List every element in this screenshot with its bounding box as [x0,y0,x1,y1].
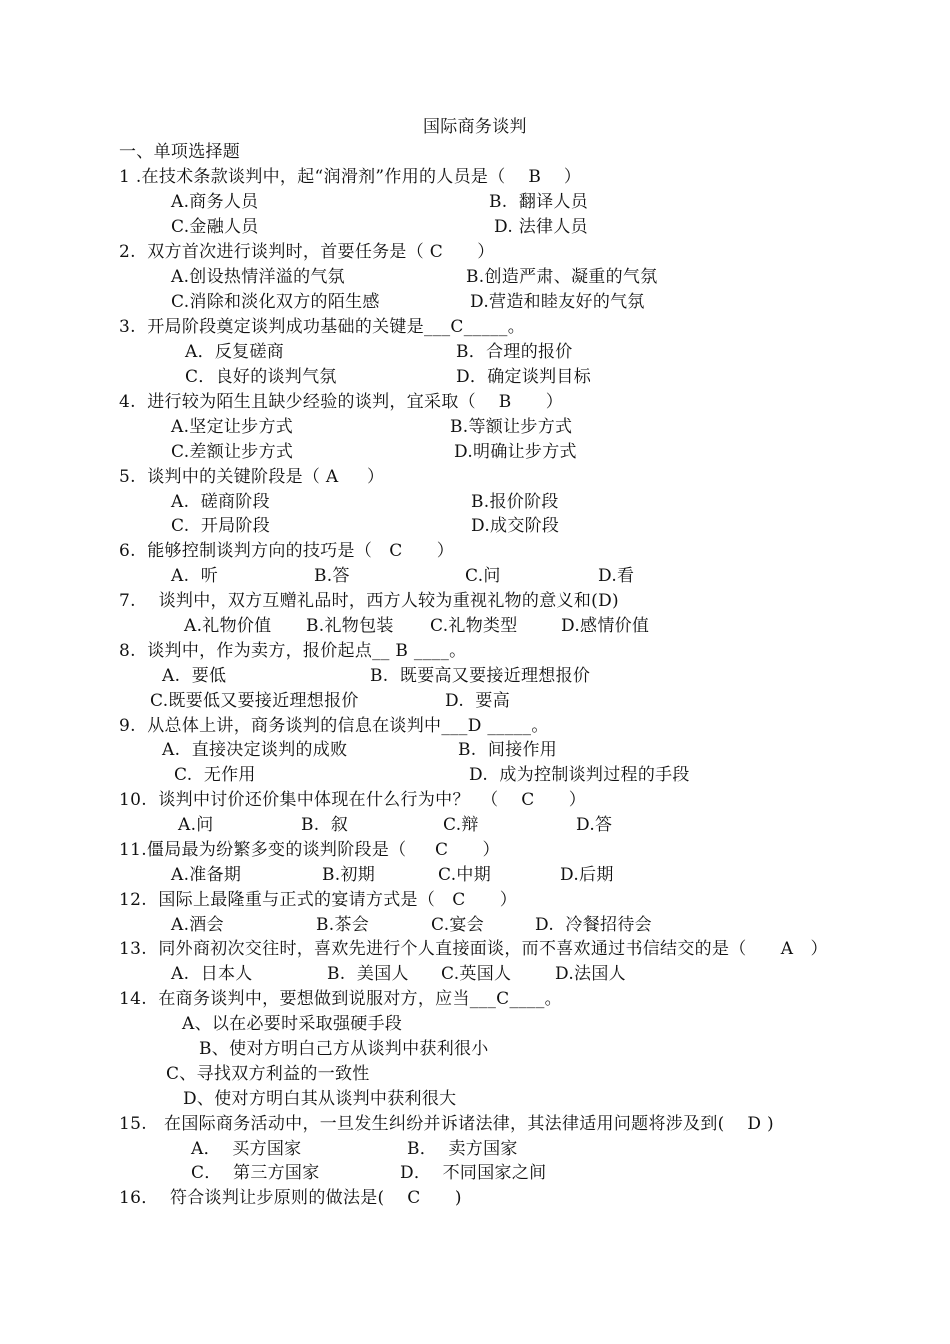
question-stem: 10. 谈判中讨价还价集中体现在什么行为中？ （ C ） [119,790,587,810]
question-stem: 12. 国际上最隆重与正式的宴请方式是（ C ） [119,890,518,910]
question-option: C. 无作用 [174,765,256,785]
question-option: B. 叙 [301,815,349,835]
question-option: D.答 [576,815,613,835]
question-option: A.问 [178,815,214,835]
question-option: C. 开局阶段 [171,516,271,536]
question-option: B.礼物包装 [306,616,394,636]
question-option: D、使对方明白其从谈判中获利很大 [183,1089,457,1109]
question-option: C.金融人员 [171,217,259,237]
question-option: A. 磋商阶段 [171,492,270,512]
question-option: C． 第三方国家 [191,1163,320,1183]
question-option: A.坚定让步方式 [171,417,294,437]
question-option: D.看 [598,566,635,586]
question-option: D. 成为控制谈判过程的手段 [469,765,690,785]
question-option: A. 听 [171,566,218,586]
question-option: B. 间接作用 [458,740,558,760]
question-option: B.报价阶段 [471,492,559,512]
question-option: A.酒会 [171,915,224,935]
question-stem: 3. 开局阶段奠定谈判成功基础的关键是___C_____。 [119,317,526,337]
question-option: A. 日本人 [171,964,253,984]
question-option: B、使对方明白己方从谈判中获利很小 [199,1039,489,1059]
section-heading: 一、单项选择题 [119,142,241,162]
question-option: C.差额让步方式 [171,442,294,462]
question-option: B.茶会 [316,915,370,935]
question-option: A.创设热情洋溢的气氛 [171,267,345,287]
question-option: A.礼物价值 [184,616,272,636]
question-stem: 13. 同外商初次交往时，喜欢先进行个人直接面谈，而不喜欢通过书信结交的是（ A ） [119,939,828,959]
question-stem: 15. 在国际商务活动中，一旦发生纠纷并诉诸法律，其法律适用问题将涉及到( D ) [119,1114,774,1134]
question-stem: 9. 从总体上讲，商务谈判的信息在谈判中___D _____。 [119,716,549,736]
question-option: A、以在必要时采取强硬手段 [182,1014,403,1034]
question-option: B.答 [314,566,350,586]
question-option: B.创造严肃、凝重的气氛 [466,267,658,287]
question-option: C.既要低又要接近理想报价 [150,691,359,711]
question-stem: 5. 谈判中的关键阶段是（ A ） [119,467,385,487]
question-option: D.明确让步方式 [454,442,577,462]
question-option: C.中期 [438,865,492,885]
document-title: 国际商务谈判 [423,117,527,137]
question-option: A.商务人员 [171,192,259,212]
question-option: A． 买方国家 [191,1139,302,1159]
question-option: C.问 [465,566,501,586]
question-option: D.营造和睦友好的气氛 [470,292,645,312]
question-option: D.法国人 [555,964,626,984]
question-option: C.辩 [443,815,479,835]
question-stem: 16． 符合谈判让步原则的做法是( C ) [119,1188,462,1208]
question-option: A．反复磋商 [185,342,285,362]
question-stem: 1 .在技术条款谈判中，起“润滑剂”作用的人员是（ B ） [119,167,582,187]
question-option: B. 翻译人员 [489,192,589,212]
question-option: A. 要低 [162,666,227,686]
question-option: B.初期 [322,865,376,885]
question-stem: 7. 谈判中，双方互赠礼品时，西方人较为重视礼物的意义和(D) [119,591,619,611]
question-stem: 8. 谈判中，作为卖方，报价起点__ B ____。 [119,641,467,661]
question-option: A. 直接决定谈判的成败 [162,740,348,760]
question-option: C.宴会 [431,915,485,935]
question-option: C.礼物类型 [430,616,518,636]
question-option: B.等额让步方式 [450,417,573,437]
question-option: D.成交阶段 [471,516,560,536]
question-option: D.感情价值 [561,616,650,636]
question-option: B. 既要高又要接近理想报价 [370,666,591,686]
question-stem: 11.僵局最为纷繁多变的谈判阶段是（ C ） [119,840,500,860]
question-option: D. 冷餐招待会 [535,915,652,935]
question-option: D.后期 [560,865,614,885]
question-option: D. 要高 [445,691,511,711]
question-option: C.英国人 [441,964,512,984]
question-option: D. 法律人员 [494,217,588,237]
question-option: C．良好的谈判气氛 [185,367,337,387]
question-option: C、寻找双方利益的一致性 [166,1064,370,1084]
question-stem: 14. 在商务谈判中，要想做到说服对方，应当___C____。 [119,989,562,1009]
question-option: B．合理的报价 [456,342,573,362]
question-option: A.准备期 [171,865,242,885]
question-stem: 6. 能够控制谈判方向的技巧是（ C ） [119,541,455,561]
question-option: B． 卖方国家 [407,1139,518,1159]
question-option: C.消除和淡化双方的陌生感 [171,292,380,312]
question-option: B. 美国人 [327,964,409,984]
question-option: D． 不同国家之间 [400,1163,547,1183]
question-option: D．确定谈判目标 [456,367,592,387]
question-stem: 2. 双方首次进行谈判时，首要任务是（ C ） [119,242,495,262]
question-stem: 4. 进行较为陌生且缺少经验的谈判，宜采取（ B ） [119,392,564,412]
